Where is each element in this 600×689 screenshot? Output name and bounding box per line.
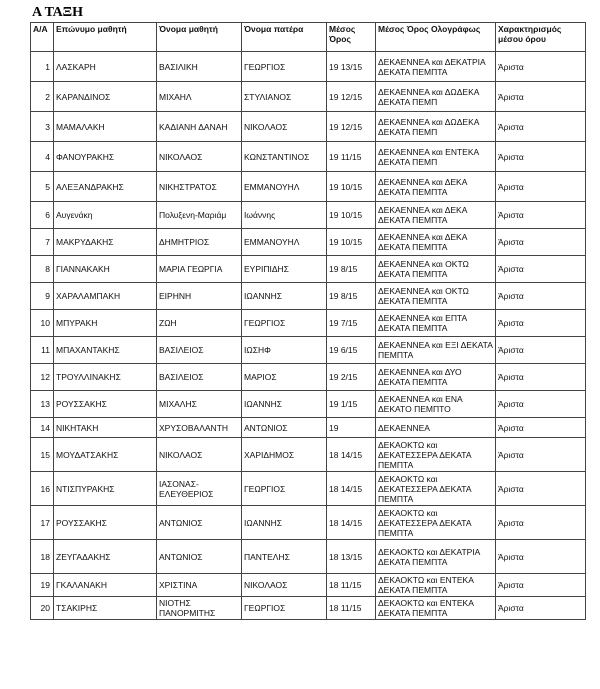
cell-average-words: ΔΕΚΑΟΚΤΩ και ΔΕΚΑΤΡΙΑ ΔΕΚΑΤΑ ΠΕΜΠΤΑ	[376, 540, 496, 574]
cell-rating: Άριστα	[496, 364, 586, 391]
table-row	[31, 112, 586, 142]
cell-father: ΓΕΩΡΓΙΟΣ	[242, 597, 327, 620]
cell-surname: ΡΟΥΣΣΑΚΗΣ	[54, 391, 157, 418]
cell-name: ΖΩΗ	[157, 310, 242, 337]
cell-father: ΧΑΡΙΔΗΜΟΣ	[242, 438, 327, 472]
cell-aa: 3	[31, 112, 54, 142]
cell-average: 18 11/15	[327, 597, 376, 620]
cell-father: ΑΝΤΩΝΙΟΣ	[242, 418, 327, 438]
cell-name: ΑΝΤΩΝΙΟΣ	[157, 540, 242, 574]
cell-rating: Άριστα	[496, 283, 586, 310]
cell-aa: 11	[31, 337, 54, 364]
cell-aa: 16	[31, 472, 54, 506]
cell-average: 19 6/15	[327, 337, 376, 364]
cell-rating: Άριστα	[496, 112, 586, 142]
cell-average: 19 8/15	[327, 256, 376, 283]
cell-surname: ΤΣΑΚΙΡΗΣ	[54, 597, 157, 620]
cell-surname: ΦΑΝΟΥΡΑΚΗΣ	[54, 142, 157, 172]
cell-average: 18 14/15	[327, 438, 376, 472]
cell-father: ΝΙΚΟΛΑΟΣ	[242, 574, 327, 597]
cell-average: 19 1/15	[327, 391, 376, 418]
table-row	[31, 172, 586, 202]
cell-father: ΠΑΝΤΕΛΗΣ	[242, 540, 327, 574]
cell-average-words: ΔΕΚΑΕΝΝΕΑ και ΕΝΑ ΔΕΚΑΤΟ ΠΕΜΠΤΟ	[376, 391, 496, 418]
cell-rating: Άριστα	[496, 202, 586, 229]
table-row	[31, 364, 586, 391]
cell-average: 19 12/15	[327, 82, 376, 112]
table-header-row	[31, 23, 586, 52]
cell-surname: ΜΠΑΧΑΝΤΑΚΗΣ	[54, 337, 157, 364]
cell-aa: 19	[31, 574, 54, 597]
cell-average-words: ΔΕΚΑΕΝΝΕΑ και ΕΝΤΕΚΑ ΔΕΚΑΤΑ ΠΕΜΠ	[376, 142, 496, 172]
cell-average: 18 14/15	[327, 472, 376, 506]
cell-surname: ΖΕΥΓΑΔΑΚΗΣ	[54, 540, 157, 574]
cell-rating: Άριστα	[496, 52, 586, 82]
cell-surname: ΜΑΜΑΛΑΚΗ	[54, 112, 157, 142]
cell-rating: Άριστα	[496, 310, 586, 337]
cell-name: ΑΝΤΩΝΙΟΣ	[157, 506, 242, 540]
cell-average: 19 10/15	[327, 229, 376, 256]
cell-surname: ΝΙΚΗΤΑΚΗ	[54, 418, 157, 438]
cell-average-words: ΔΕΚΑΕΝΝΕΑ και ΔΥΟ ΔΕΚΑΤΑ ΠΕΜΠΤΑ	[376, 364, 496, 391]
table-row	[31, 310, 586, 337]
table-row	[31, 574, 586, 597]
table-row	[31, 283, 586, 310]
cell-father: ΚΩΝΣΤΑΝΤΙΝΟΣ	[242, 142, 327, 172]
table-row	[31, 540, 586, 574]
cell-name: Πολυξενη-Μαριάμ	[157, 202, 242, 229]
cell-average-words: ΔΕΚΑΕΝΝΕΑ και ΔΕΚΑΤΡΙΑ ΔΕΚΑΤΑ ΠΕΜΠΤΑ	[376, 52, 496, 82]
cell-surname: ΜΠΥΡΑΚΗ	[54, 310, 157, 337]
table-row	[31, 472, 586, 506]
cell-rating: Άριστα	[496, 172, 586, 202]
table-row	[31, 229, 586, 256]
cell-average-words: ΔΕΚΑΕΝΝΕΑ	[376, 418, 496, 438]
cell-name: ΒΑΣΙΛΕΙΟΣ	[157, 337, 242, 364]
cell-average-words: ΔΕΚΑΕΝΝΕΑ και ΟΚΤΩ ΔΕΚΑΤΑ ΠΕΜΠΤΑ	[376, 283, 496, 310]
cell-rating: Άριστα	[496, 256, 586, 283]
table-row	[31, 52, 586, 82]
cell-name: ΧΡΙΣΤΙΝΑ	[157, 574, 242, 597]
cell-rating: Άριστα	[496, 82, 586, 112]
cell-aa: 4	[31, 142, 54, 172]
table-row	[31, 438, 586, 472]
cell-average-words: ΔΕΚΑΟΚΤΩ και ΔΕΚΑΤΕΣΣΕΡΑ ΔΕΚΑΤΑ ΠΕΜΠΤΑ	[376, 506, 496, 540]
cell-name: ΚΑΔΙΑΝΗ ΔΑΝΑΗ	[157, 112, 242, 142]
cell-surname: ΓΙΑΝΝΑΚΑΚΗ	[54, 256, 157, 283]
cell-aa: 20	[31, 597, 54, 620]
cell-surname: ΓΚΑΛΑΝΑΚΗ	[54, 574, 157, 597]
cell-average: 19 2/15	[327, 364, 376, 391]
cell-rating: Άριστα	[496, 597, 586, 620]
cell-rating: Άριστα	[496, 418, 586, 438]
cell-average: 19 10/15	[327, 172, 376, 202]
cell-name: ΔΗΜΗΤΡΙΟΣ	[157, 229, 242, 256]
cell-average-words: ΔΕΚΑΟΚΤΩ και ΔΕΚΑΤΕΣΣΕΡΑ ΔΕΚΑΤΑ ΠΕΜΠΤΑ	[376, 472, 496, 506]
cell-name: ΝΙΟΤΗΣ ΠΑΝΟΡΜΙΤΗΣ	[157, 597, 242, 620]
cell-surname: ΤΡΟΥΛΛΙΝΑΚΗΣ	[54, 364, 157, 391]
cell-aa: 6	[31, 202, 54, 229]
cell-surname: Αυγενάκη	[54, 202, 157, 229]
cell-average-words: ΔΕΚΑΕΝΝΕΑ και ΔΩΔΕΚΑ ΔΕΚΑΤΑ ΠΕΜΠ	[376, 82, 496, 112]
cell-average: 19	[327, 418, 376, 438]
cell-rating: Άριστα	[496, 142, 586, 172]
cell-rating: Άριστα	[496, 391, 586, 418]
cell-aa: 8	[31, 256, 54, 283]
table-row	[31, 256, 586, 283]
cell-average: 18 13/15	[327, 540, 376, 574]
cell-father: ΕΥΡΙΠΙΔΗΣ	[242, 256, 327, 283]
table-row	[31, 391, 586, 418]
cell-average-words: ΔΕΚΑΟΚΤΩ και ΔΕΚΑΤΕΣΣΕΡΑ ΔΕΚΑΤΑ ΠΕΜΠΤΑ	[376, 438, 496, 472]
cell-name: ΜΙΧΑΗΛ	[157, 82, 242, 112]
cell-name: ΕΙΡΗΝΗ	[157, 283, 242, 310]
cell-aa: 18	[31, 540, 54, 574]
cell-average-words: ΔΕΚΑΟΚΤΩ και ΕΝΤΕΚΑ ΔΕΚΑΤΑ ΠΕΜΠΤΑ	[376, 597, 496, 620]
cell-father: ΙΩΑΝΝΗΣ	[242, 506, 327, 540]
table-row	[31, 337, 586, 364]
cell-aa: 10	[31, 310, 54, 337]
cell-aa: 2	[31, 82, 54, 112]
cell-father: ΓΕΩΡΓΙΟΣ	[242, 472, 327, 506]
cell-name: ΙΑΣΟΝΑΣ-ΕΛΕΥΘΕΡΙΟΣ	[157, 472, 242, 506]
cell-rating: Άριστα	[496, 438, 586, 472]
document-page	[30, 4, 585, 620]
cell-average: 19 12/15	[327, 112, 376, 142]
table-row	[31, 82, 586, 112]
cell-father: Ιωάννης	[242, 202, 327, 229]
cell-aa: 5	[31, 172, 54, 202]
cell-rating: Άριστα	[496, 337, 586, 364]
cell-father: ΕΜΜΑΝΟΥΗΛ	[242, 229, 327, 256]
cell-average-words: ΔΕΚΑΕΝΝΕΑ και ΔΩΔΕΚΑ ΔΕΚΑΤΑ ΠΕΜΠ	[376, 112, 496, 142]
cell-name: ΜΙΧΑΛΗΣ	[157, 391, 242, 418]
cell-aa: 12	[31, 364, 54, 391]
cell-surname: ΚΑΡΑΝΔΙΝΟΣ	[54, 82, 157, 112]
cell-father: ΝΙΚΟΛΑΟΣ	[242, 112, 327, 142]
table-row	[31, 597, 586, 620]
cell-father: ΣΤΥΛΙΑΝΟΣ	[242, 82, 327, 112]
table-row	[31, 202, 586, 229]
cell-father: ΜΑΡΙΟΣ	[242, 364, 327, 391]
cell-average-words: ΔΕΚΑΕΝΝΕΑ και ΔΕΚΑ ΔΕΚΑΤΑ ΠΕΜΠΤΑ	[376, 172, 496, 202]
cell-aa: 14	[31, 418, 54, 438]
cell-name: ΝΙΚΗΣΤΡΑΤΟΣ	[157, 172, 242, 202]
class-title: Α ΤΑΞΗ	[32, 5, 84, 20]
cell-average: 18 14/15	[327, 506, 376, 540]
grades-table	[30, 22, 586, 620]
cell-average-words: ΔΕΚΑΟΚΤΩ και ΕΝΤΕΚΑ ΔΕΚΑΤΑ ΠΕΜΠΤΑ	[376, 574, 496, 597]
cell-rating: Άριστα	[496, 506, 586, 540]
cell-average-words: ΔΕΚΑΕΝΝΕΑ και ΟΚΤΩ ΔΕΚΑΤΑ ΠΕΜΠΤΑ	[376, 256, 496, 283]
cell-father: ΕΜΜΑΝΟΥΗΛ	[242, 172, 327, 202]
header-aa: Α/Α	[31, 23, 54, 52]
cell-aa: 13	[31, 391, 54, 418]
cell-aa: 17	[31, 506, 54, 540]
cell-surname: ΑΛΕΞΑΝΔΡΑΚΗΣ	[54, 172, 157, 202]
cell-average: 19 8/15	[327, 283, 376, 310]
cell-average: 19 11/15	[327, 142, 376, 172]
cell-aa: 1	[31, 52, 54, 82]
table-row	[31, 142, 586, 172]
cell-father: ΙΩΣΗΦ	[242, 337, 327, 364]
cell-name: ΜΑΡΙΑ ΓΕΩΡΓΙΑ	[157, 256, 242, 283]
cell-average: 19 10/15	[327, 202, 376, 229]
header-average-words: Μέσος Όρος Ολογράφως	[376, 23, 496, 52]
cell-aa: 15	[31, 438, 54, 472]
cell-aa: 9	[31, 283, 54, 310]
table-row	[31, 506, 586, 540]
cell-average-words: ΔΕΚΑΕΝΝΕΑ και ΔΕΚΑ ΔΕΚΑΤΑ ΠΕΜΠΤΑ	[376, 229, 496, 256]
cell-name: ΝΙΚΟΛΑΟΣ	[157, 142, 242, 172]
header-average: Μέσος Όρος	[327, 23, 376, 52]
cell-father: ΓΕΩΡΓΙΟΣ	[242, 310, 327, 337]
cell-surname: ΧΑΡΑΛΑΜΠΑΚΗ	[54, 283, 157, 310]
cell-surname: ΝΤΙΣΠΥΡΑΚΗΣ	[54, 472, 157, 506]
header-name: Όνομα μαθητή	[157, 23, 242, 52]
cell-aa: 7	[31, 229, 54, 256]
cell-surname: ΜΑΚΡΥΔΑΚΗΣ	[54, 229, 157, 256]
cell-average-words: ΔΕΚΑΕΝΝΕΑ και ΕΞΙ ΔΕΚΑΤΑ ΠΕΜΠΤΑ	[376, 337, 496, 364]
table-row	[31, 418, 586, 438]
cell-father: ΙΩΑΝΝΗΣ	[242, 283, 327, 310]
cell-surname: ΡΟΥΣΣΑΚΗΣ	[54, 506, 157, 540]
cell-rating: Άριστα	[496, 229, 586, 256]
cell-name: ΝΙΚΟΛΑΟΣ	[157, 438, 242, 472]
cell-average: 19 7/15	[327, 310, 376, 337]
cell-average-words: ΔΕΚΑΕΝΝΕΑ και ΕΠΤΑ ΔΕΚΑΤΑ ΠΕΜΠΤΑ	[376, 310, 496, 337]
cell-rating: Άριστα	[496, 472, 586, 506]
cell-rating: Άριστα	[496, 574, 586, 597]
header-father: Όνομα πατέρα	[242, 23, 327, 52]
cell-average: 19 13/15	[327, 52, 376, 82]
header-surname: Επώνυμο μαθητή	[54, 23, 157, 52]
cell-rating: Άριστα	[496, 540, 586, 574]
cell-surname: ΛΑΣΚΑΡΗ	[54, 52, 157, 82]
cell-average-words: ΔΕΚΑΕΝΝΕΑ και ΔΕΚΑ ΔΕΚΑΤΑ ΠΕΜΠΤΑ	[376, 202, 496, 229]
cell-average: 18 11/15	[327, 574, 376, 597]
header-rating: Χαρακτηρισμός μέσου όρου	[496, 23, 586, 52]
cell-father: ΓΕΩΡΓΙΟΣ	[242, 52, 327, 82]
cell-surname: ΜΟΥΔΑΤΣΑΚΗΣ	[54, 438, 157, 472]
cell-father: ΙΩΑΝΝΗΣ	[242, 391, 327, 418]
cell-name: ΧΡΥΣΟΒΑΛΑΝΤΗ	[157, 418, 242, 438]
cell-name: ΒΑΣΙΛΕΙΟΣ	[157, 364, 242, 391]
cell-name: ΒΑΣΙΛΙΚΗ	[157, 52, 242, 82]
